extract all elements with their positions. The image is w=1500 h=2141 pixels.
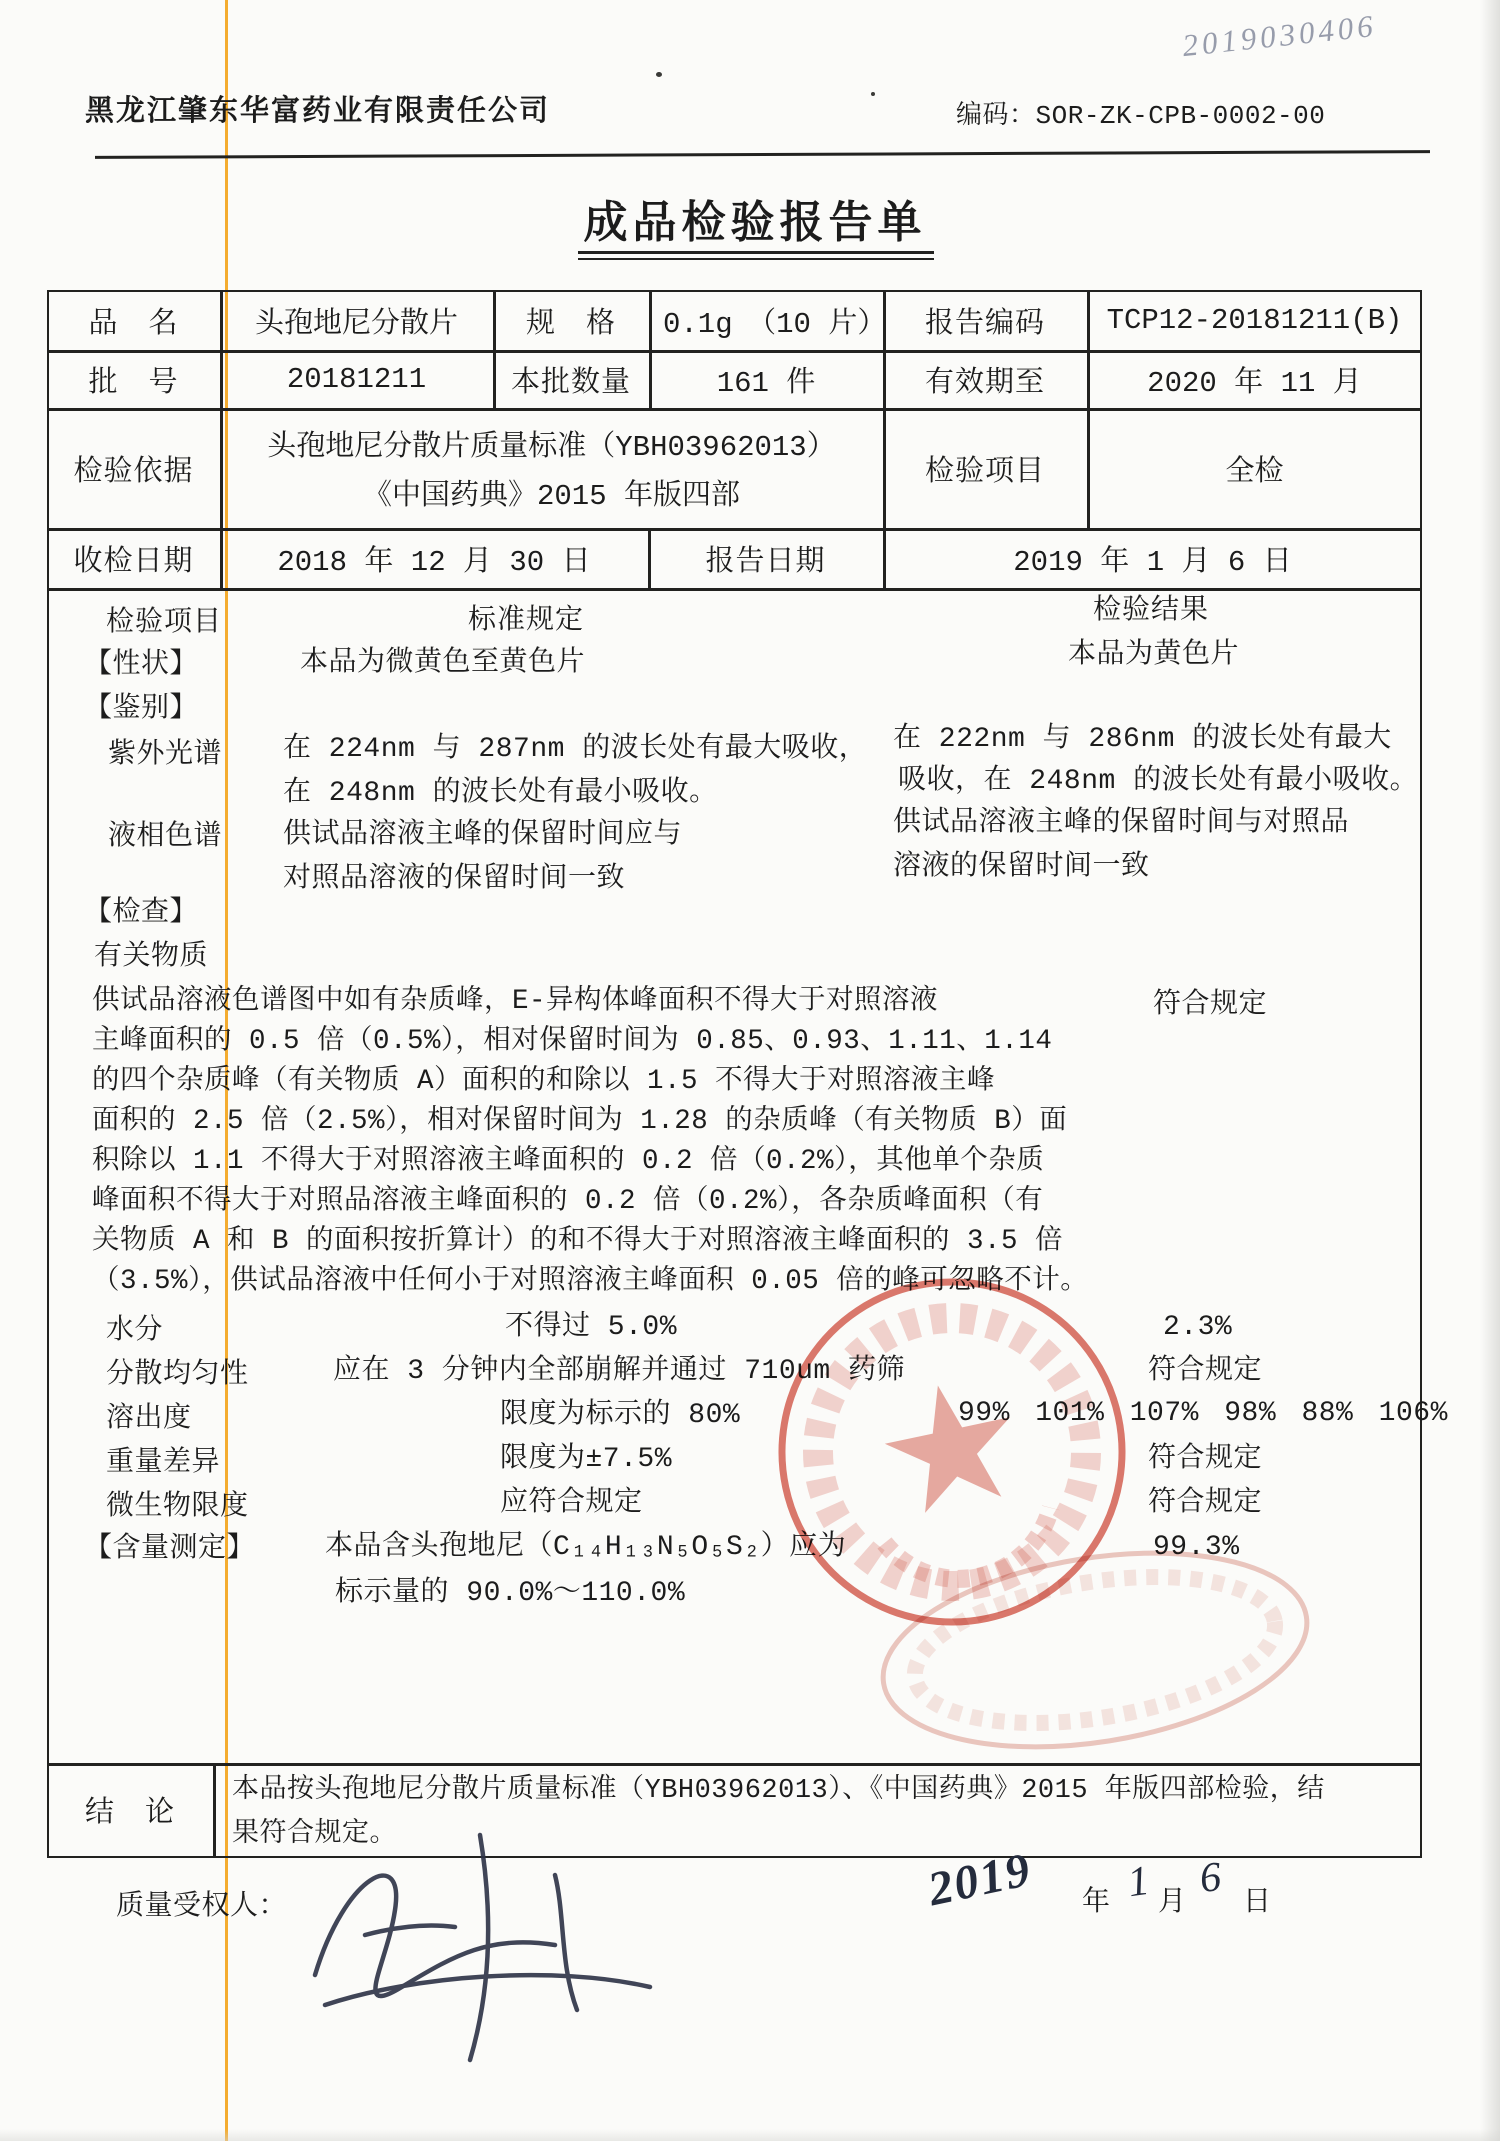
date-year-char: 年 [1082,1888,1111,1919]
uv-result-line1: 在 222nm 与 286nm 的波长处有最大 [893,724,1392,755]
uv-label: 紫外光谱 [108,740,223,771]
related-substances-line5: 积除以 1.1 不得大于对照溶液主峰面积的 0.2 倍（0.2%），其他单个杂质 [92,1146,1045,1177]
pencil-handwritten-number: 2019030406 [1180,7,1379,64]
report-date-label: 报告日期 [705,545,826,579]
seal-star-icon [875,1372,1026,1518]
basis-line1: 头孢地尼分散片质量标准（YBH03962013） [267,431,836,464]
dispersion-result: 符合规定 [1148,1356,1263,1387]
date-year-handwritten: 2019 [923,1842,1037,1917]
basis-value [220,408,883,528]
microbial-standard: 应符合规定 [500,1488,643,1519]
dissolution-label: 溶出度 [106,1404,192,1435]
received-date-value: 2018 年 12 月 30 日 [277,545,591,579]
scan-edge-shadow-bottom [0,2129,1500,2141]
appearance-result: 本品为黄色片 [1068,640,1240,671]
water-standard: 不得过 5.0% [505,1312,678,1343]
weight-variation-result: 符合规定 [1148,1444,1263,1475]
related-substances-line6: 峰面积不得大于对照品溶液主峰面积的 0.2 倍（0.2%），各杂质峰面积（有 [92,1186,1044,1217]
date-month-char: 月 [1158,1888,1187,1919]
batch-qty-label: 本批数量 [510,366,631,400]
related-substances-line2: 主峰面积的 0.5 倍（0.5%），相对保留时间为 0.85、0.93、1.11、1.14 [92,1026,1053,1057]
received-date-label: 收检日期 [73,545,194,579]
report-no-value: TCP12-20181211(B) [1106,303,1403,337]
inspection-items-label: 检验项目 [924,455,1045,489]
product-name-label: 品 名 [88,307,179,341]
dispersion-label: 分散均匀性 [106,1360,249,1391]
appearance-standard: 本品为微黄色至黄色片 [300,648,586,679]
batch-value: 20181211 [286,362,427,396]
col-header-item: 检验项目 [106,608,223,639]
scan-edge-shadow-right [1480,0,1500,2141]
conclusion-label: 结 论 [84,1797,175,1830]
doc-code-label: 编码： [956,101,1036,131]
date-day-handwritten: 6 [1197,1854,1224,1902]
table-hline [47,588,1422,591]
dissolution-result: 99% 101% 107% 98% 88% 106% [958,1398,1448,1429]
uv-standard-line1: 在 224nm 与 287nm 的波长处有最大吸收， [283,734,868,765]
page-title: 成品检验报告单 [583,198,927,247]
title-underline-1 [578,251,934,254]
weight-variation-standard: 限度为±7.5% [500,1444,673,1475]
uv-standard-line2: 在 248nm 的波长处有最小吸收。 [283,778,718,809]
related-substances-result: 符合规定 [1153,990,1268,1021]
date-day-char: 日 [1243,1888,1272,1919]
company-name: 黑龙江肇东华富药业有限责任公司 [85,96,551,129]
related-substances-line4: 面积的 2.5 倍（2.5%），相对保留时间为 1.28 的杂质峰（有关物质 B）面 [92,1106,1068,1137]
table-hline [47,1763,1422,1766]
hplc-standard-line2: 对照品溶液的保留时间一致 [283,864,626,895]
dispersion-standard: 应在 3 分钟内全部崩解并通过 710um 药筛 [333,1356,906,1387]
doc-code-value: SOR-ZK-CPB-0002-00 [1035,101,1326,131]
inspection-items-value: 全检 [1225,455,1284,489]
microbial-result: 符合规定 [1148,1488,1263,1519]
appearance-label: 【性状】 [84,650,199,681]
microbial-label: 微生物限度 [106,1492,249,1523]
col-header-result: 检验结果 [1093,596,1210,627]
dissolution-standard: 限度为标示的 80% [500,1400,741,1431]
spec-label: 规 格 [525,307,616,341]
hplc-standard-line1: 供试品溶液主峰的保留时间应与 [283,820,683,851]
expiry-label: 有效期至 [924,366,1045,400]
tests-section-label: 【检查】 [84,898,199,929]
doc-code [956,102,1325,132]
assay-standard-line1: 本品含头孢地尼（C₁₄H₁₃N₅O₅S₂）应为 [325,1532,847,1563]
expiry-value: 2020 年 11 月 [1147,366,1362,400]
scan-speck [871,92,875,96]
water-label: 水分 [106,1316,164,1347]
weight-variation-label: 重量差异 [106,1448,221,1479]
report-date-value: 2019 年 1 月 6 日 [1013,545,1292,579]
quality-authorizer-label: 质量受权人： [116,1892,288,1923]
spec-value: 0.1g （10 片） [663,307,887,341]
basis-line2: 《中国药典》2015 年版四部 [362,480,740,513]
batch-label: 批 号 [88,366,179,400]
identification-label: 【鉴别】 [84,694,199,725]
scan-speck [656,72,662,77]
conclusion-line1: 本品按头孢地尼分散片质量标准（YBH03962013）、《中国药典》2015 年版四部检验，结 [232,1776,1325,1806]
hplc-result-line1: 供试品溶液主峰的保留时间与对照品 [893,808,1350,839]
related-substances-line3: 的四个杂质峰（有关物质 A）面积的和除以 1.5 不得大于对照溶液主峰 [92,1066,996,1097]
oval-stamp-text-ring [905,1554,1286,1745]
hplc-result-line2: 溶液的保留时间一致 [893,852,1150,883]
assay-result: 99.3% [1153,1532,1240,1563]
related-substances-line8: （3.5%），供试品溶液中任何小于对照溶液主峰面积 0.05 倍的峰可忽略不计。 [92,1266,1089,1297]
related-substances-label: 有关物质 [94,942,209,973]
hplc-label: 液相色谱 [108,822,223,853]
related-substances-line7: 关物质 A 和 B 的面积按折算计）的和不得大于对照溶液主峰面积的 3.5 倍 [92,1226,1064,1257]
basis-label: 检验依据 [73,455,194,489]
assay-label: 【含量测定】 [84,1534,256,1565]
product-name-value: 头孢地尼分散片 [254,307,458,341]
uv-result-line2: 吸收，在 248nm 的波长处有最小吸收。 [898,766,1419,797]
batch-qty-value: 161 件 [716,366,816,400]
assay-standard-line2: 标示量的 90.0%～110.0% [335,1578,686,1609]
related-substances-line1: 供试品溶液色谱图中如有杂质峰，E-异构体峰面积不得大于对照溶液 [92,986,939,1017]
date-month-handwritten: 1 [1124,1857,1153,1907]
col-header-standard: 标准规定 [468,606,585,637]
title-underline-2 [578,258,934,260]
report-no-label: 报告编码 [924,307,1045,341]
header-rule [95,150,1430,159]
conclusion-line2: 果符合规定。 [232,1820,397,1850]
conclusion-divider [213,1763,216,1856]
water-result: 2.3% [1163,1312,1233,1343]
authorizer-signature [255,1815,675,2065]
